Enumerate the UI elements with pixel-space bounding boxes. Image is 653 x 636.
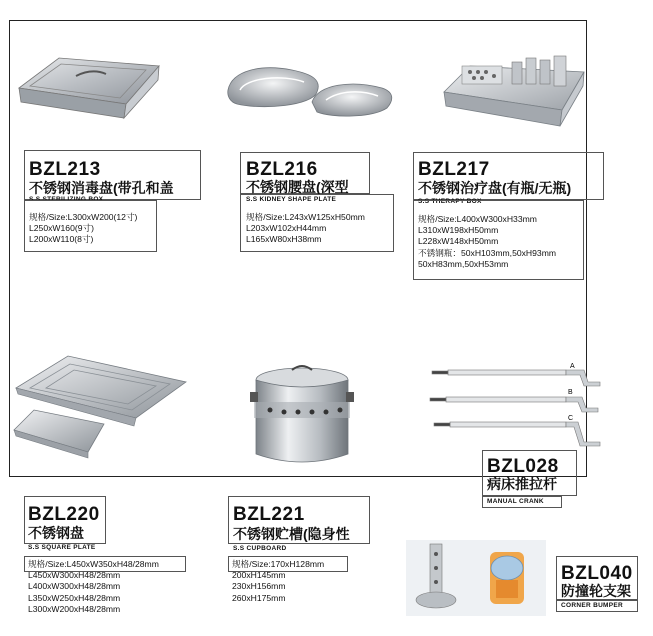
spec-line: 200xH145mm <box>232 570 286 581</box>
spec-line: L300xW200xH48/28mm <box>28 603 121 614</box>
spec-line: 规格/Size:170xH128mm <box>232 559 325 569</box>
spec-line: 规格/Size:L243xW125xH50mm <box>246 212 365 222</box>
bzl216-name-cn: 不锈钢腰盘(深型 <box>246 179 349 195</box>
bzl217-name-cn: 不锈钢治疗盘(有瓶/无瓶) <box>418 180 572 196</box>
spec-line: L200xW110(8寸) <box>29 234 94 245</box>
spec-line: 规格/Size:L400xW300xH33mm <box>418 214 537 224</box>
bzl040-code: BZL040 <box>561 563 633 584</box>
crank-label-c: C <box>568 415 574 422</box>
bzl216-specs <box>246 212 365 246</box>
bzl213-code: BZL213 <box>29 159 101 180</box>
bzl221-name-cn: 不锈钢贮槽(隐身性 <box>233 526 350 542</box>
spec-line: L310xW198xH50mm <box>418 225 499 236</box>
bzl028-name-cn: 病床推拉杆 <box>487 476 557 492</box>
spec-line: 230xH156mm <box>232 581 286 592</box>
spec-line: L203xW102xH44mm <box>246 223 327 234</box>
bzl220-name-en: S.S SQUARE PLATE <box>28 544 96 551</box>
spec-line: L250xW160(9寸) <box>29 223 94 234</box>
bzl028-code: BZL028 <box>487 456 559 477</box>
bzl221-specs <box>232 559 324 604</box>
bzl040-name-cn: 防撞轮支架 <box>561 583 631 599</box>
kidney-plate-photo <box>222 60 397 122</box>
cupboard-drum-photo <box>248 362 356 472</box>
spec-line: L400xW300xH48/28mm <box>28 581 121 592</box>
spec-line: 规格/Size:L450xW350xH48/28mm <box>28 559 159 569</box>
bzl213-name-en: S.S STERILIZING BOX <box>29 196 104 203</box>
spec-line: 260xH175mm <box>232 592 286 603</box>
bzl220-code: BZL220 <box>28 504 100 525</box>
manual-crank-photo <box>424 362 604 454</box>
corner-bumper-photo <box>406 540 546 616</box>
bzl220-specs <box>28 559 159 615</box>
spec-line: 50xH83mm,50xH53mm <box>418 258 509 269</box>
bzl217-specs <box>418 214 556 270</box>
therapy-box-photo <box>440 52 588 134</box>
bzl217-name-en: S.S THERAPY BOX <box>418 198 482 205</box>
spec-line: 规格/Size:L300xW200(12寸) <box>29 212 138 222</box>
spec-line: L165xW80xH38mm <box>246 234 322 245</box>
spec-line: L450xW300xH48/28mm <box>28 570 121 581</box>
bzl040-name-en: CORNER BUMPER <box>561 602 624 609</box>
crank-label-a: A <box>570 363 575 370</box>
bzl221-code: BZL221 <box>233 504 305 525</box>
bzl220-name-cn: 不锈钢盘 <box>28 525 84 541</box>
spec-line: L228xW148xH50mm <box>418 236 499 247</box>
bzl216-name-en: S.S KIDNEY SHAPE PLATE <box>246 196 337 203</box>
bzl217-code: BZL217 <box>418 159 490 180</box>
bzl028-name-en: MANUAL CRANK <box>487 498 544 505</box>
spec-line: 不锈钢瓶：50xH103mm,50xH93mm <box>418 247 557 258</box>
bzl213-specs <box>29 212 137 246</box>
bzl213-name-cn: 不锈钢消毒盘(带孔和盖 <box>29 180 174 196</box>
crank-label-b: B <box>568 389 573 396</box>
bzl216-code: BZL216 <box>246 159 318 180</box>
spec-line: L350xW250xH48/28mm <box>28 592 121 603</box>
bzl221-name-en: S.S CUPBOARD <box>233 545 287 552</box>
sterilizing-box-photo <box>14 52 164 122</box>
square-plate-photo <box>8 348 190 462</box>
